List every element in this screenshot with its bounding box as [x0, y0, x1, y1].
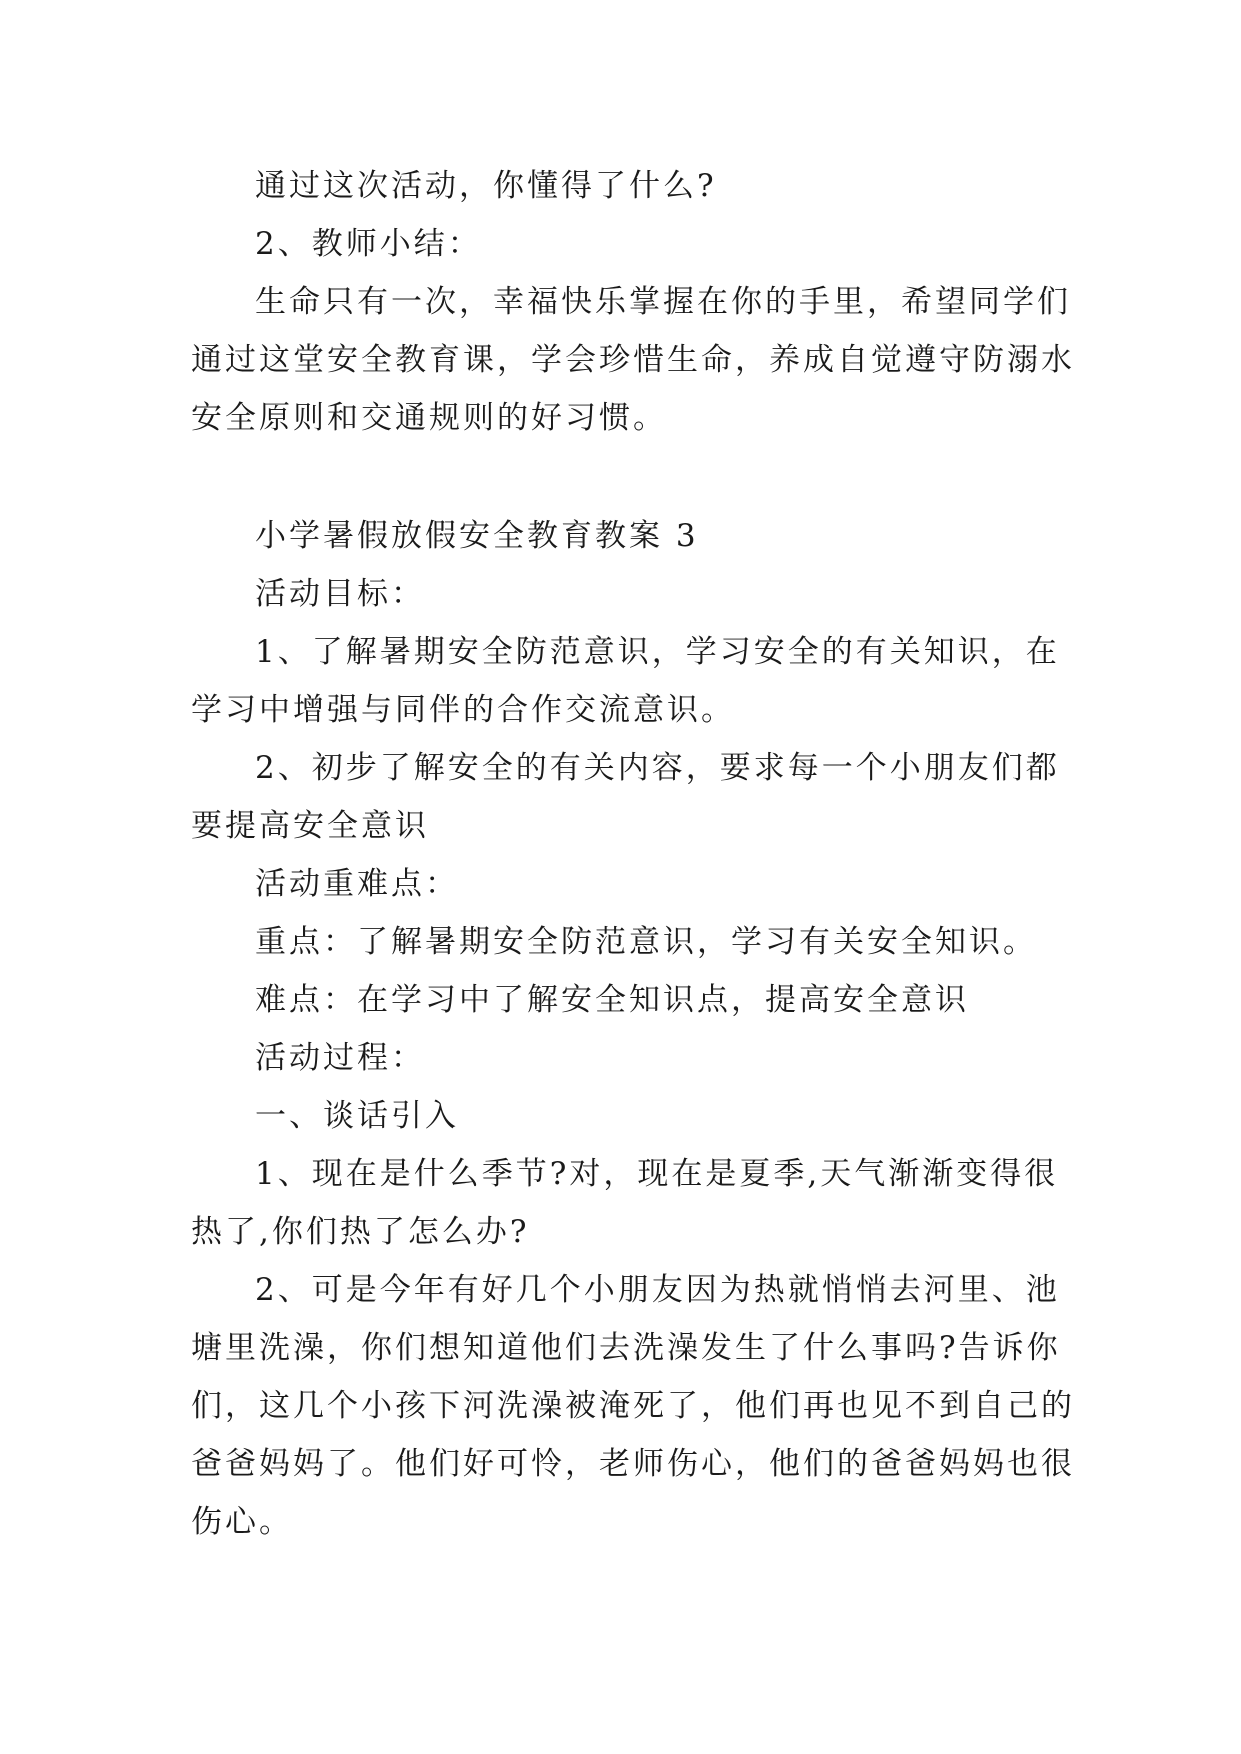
- paragraph-line: 们，这几个小孩下河洗澡被淹死了，他们再也见不到自己的: [191, 1388, 1075, 1424]
- paragraph-line: 2、可是今年有好几个小朋友因为热就悄悄去河里、池: [255, 1272, 1060, 1308]
- section-title: 小学暑假放假安全教育教案 3: [255, 518, 699, 554]
- paragraph-line: 安全原则和交通规则的好习惯。: [191, 400, 667, 436]
- paragraph-line: 2、初步了解安全的有关内容，要求每一个小朋友们都: [255, 750, 1060, 786]
- paragraph-line: 2、教师小结：: [255, 226, 482, 262]
- paragraph-line: 爸爸妈妈了。他们好可怜，老师伤心，他们的爸爸妈妈也很: [191, 1446, 1075, 1482]
- paragraph-line: 塘里洗澡，你们想知道他们去洗澡发生了什么事吗?告诉你: [191, 1330, 1061, 1366]
- paragraph-line: 伤心。: [191, 1504, 293, 1540]
- paragraph-line: 1、现在是什么季节?对，现在是夏季,天气渐渐变得很: [255, 1156, 1059, 1192]
- paragraph-line: 活动过程：: [255, 1040, 425, 1076]
- paragraph-line: 通过这堂安全教育课，学会珍惜生命，养成自觉遵守防溺水: [191, 342, 1075, 378]
- paragraph-line: 要提高安全意识: [191, 808, 429, 844]
- paragraph-line: 学习中增强与同伴的合作交流意识。: [191, 692, 735, 728]
- paragraph-line: 重点：了解暑期安全防范意识，学习有关安全知识。: [255, 924, 1037, 960]
- paragraph-line: 生命只有一次，幸福快乐掌握在你的手里，希望同学们: [255, 284, 1071, 320]
- paragraph-line: 一、谈话引入: [255, 1098, 459, 1134]
- paragraph-line: 通过这次活动，你懂得了什么?: [255, 168, 717, 204]
- paragraph-line: 活动重难点：: [255, 866, 459, 902]
- paragraph-line: 难点：在学习中了解安全知识点，提高安全意识: [255, 982, 969, 1018]
- paragraph-line: 1、了解暑期安全防范意识，学习安全的有关知识，在: [255, 634, 1060, 670]
- paragraph-line: 活动目标：: [255, 576, 425, 612]
- paragraph-line: 热了,你们热了怎么办?: [191, 1214, 530, 1250]
